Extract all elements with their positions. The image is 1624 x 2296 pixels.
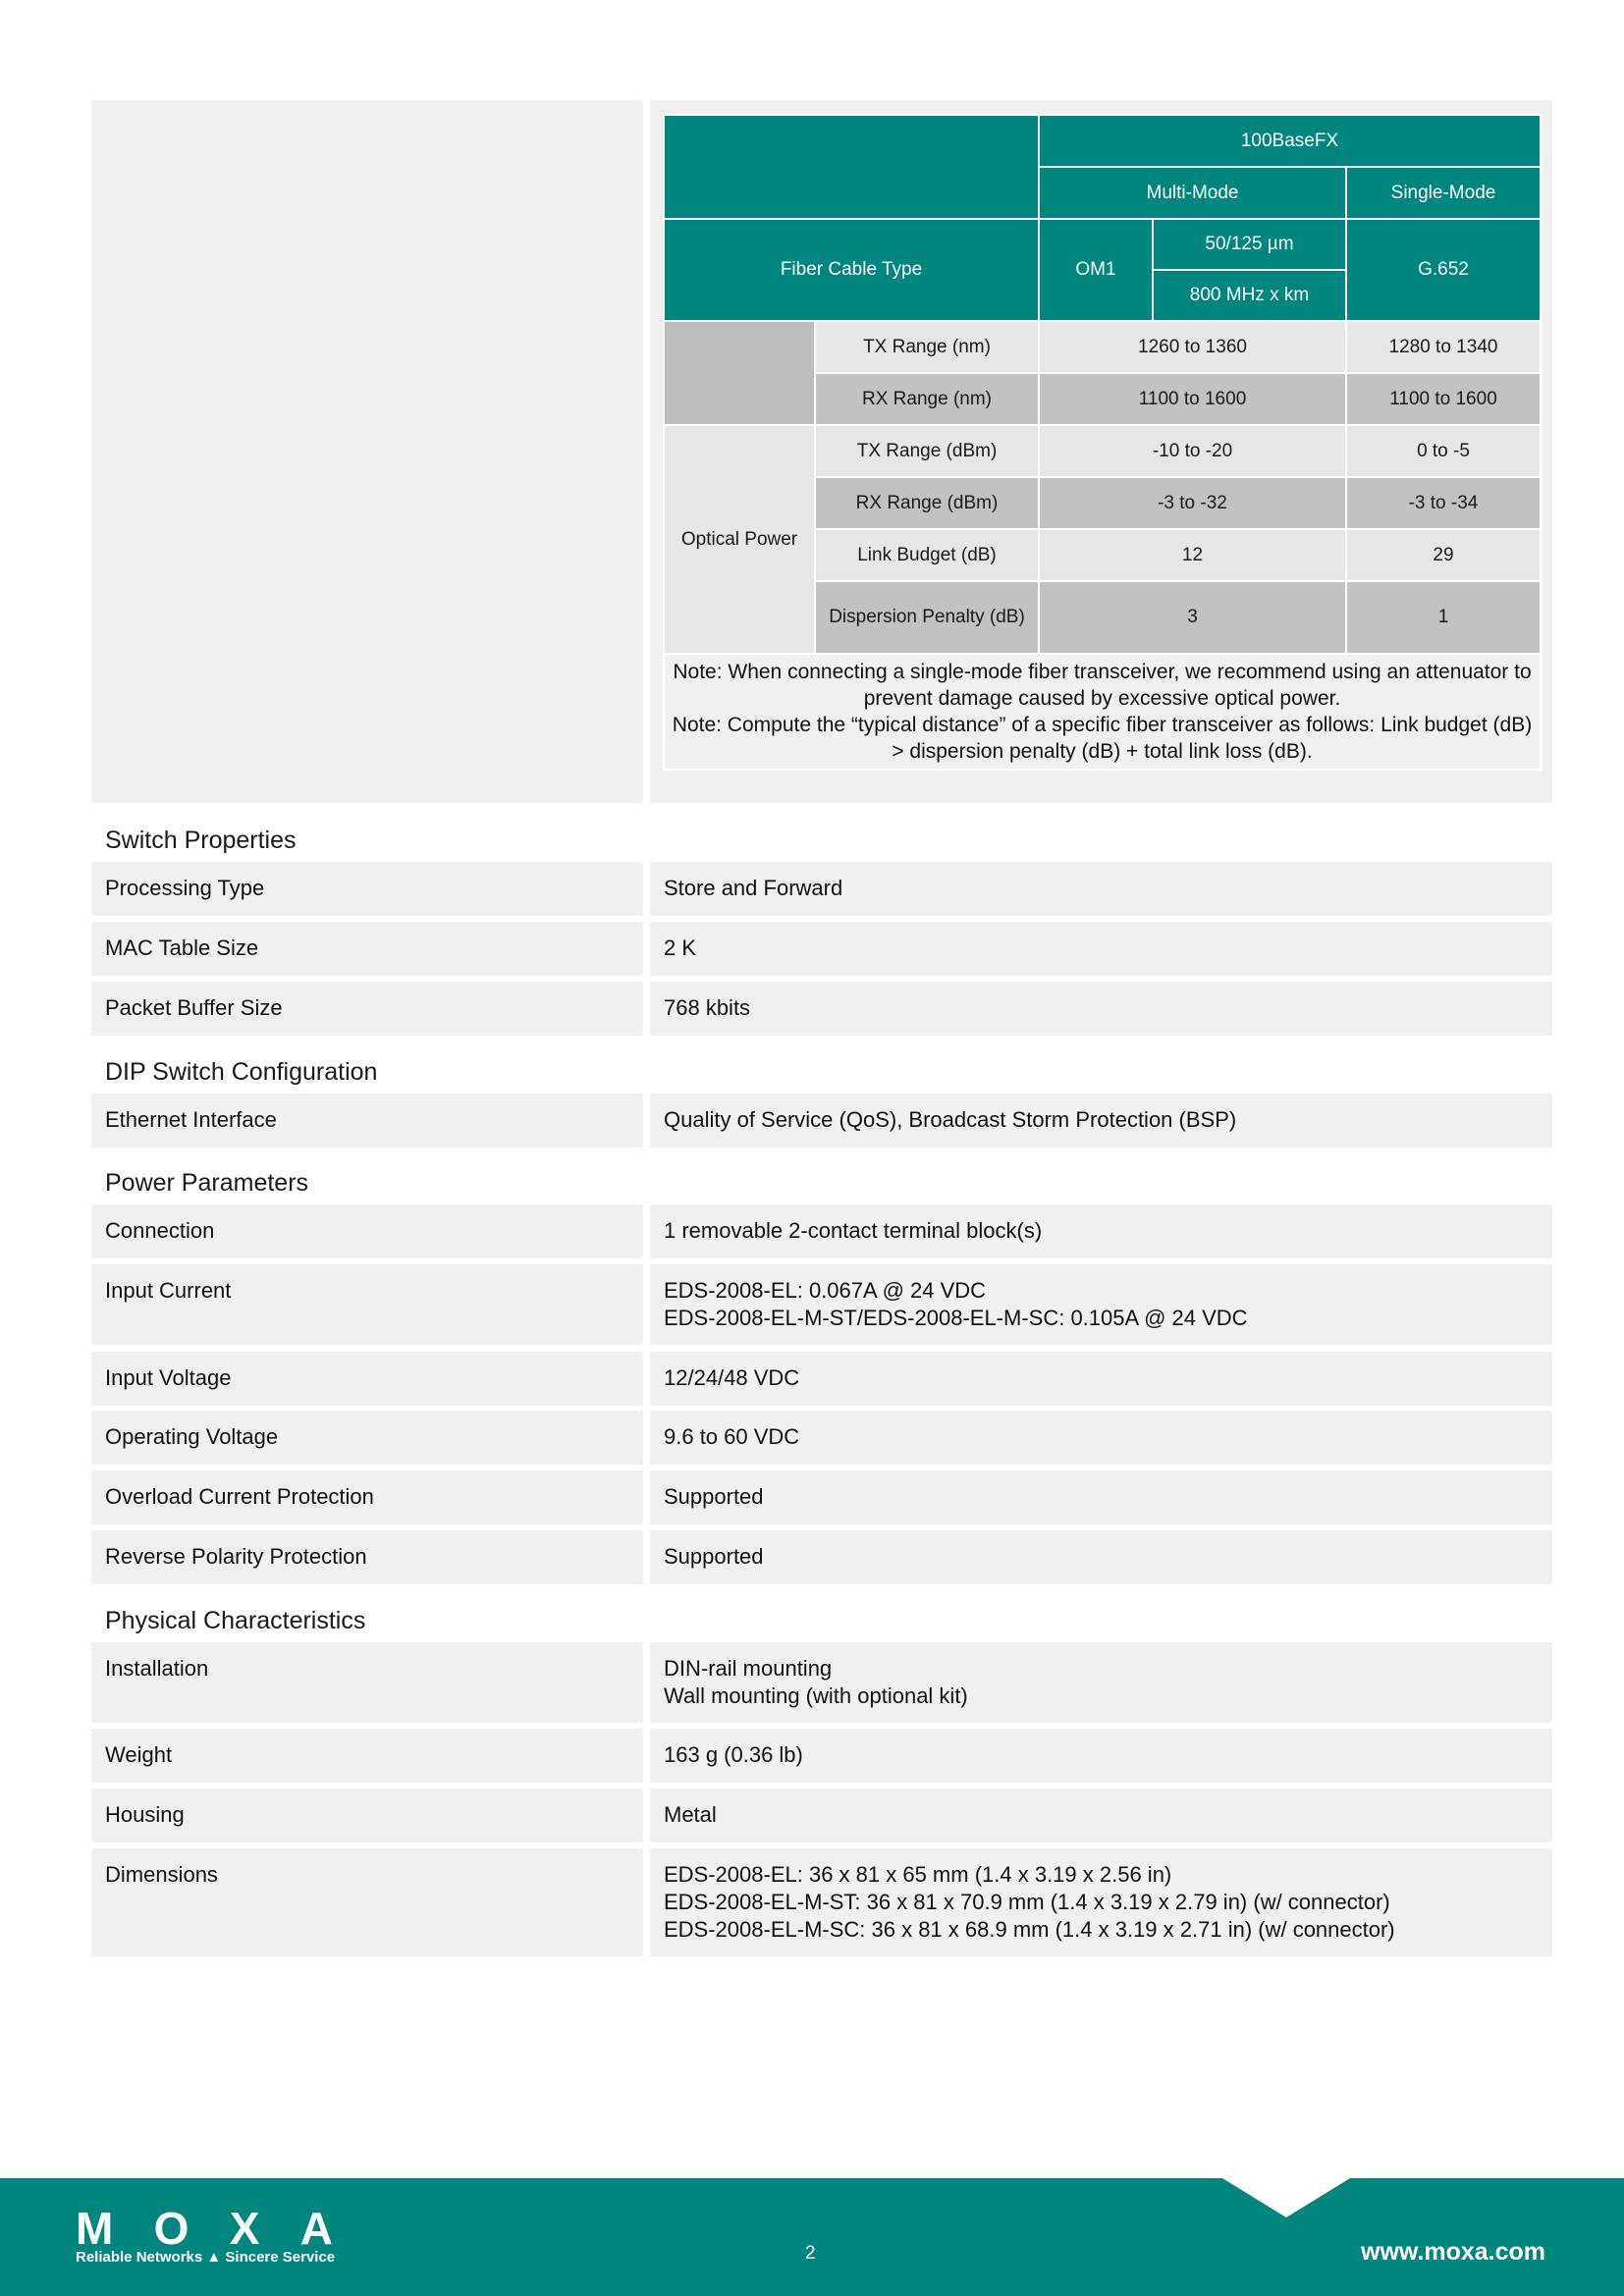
spec-value: 2 K (664, 935, 697, 960)
spec-value: Metal (664, 1802, 717, 1827)
header-100basefx: 100BaseFX (1039, 115, 1541, 167)
spec-value-cell (650, 1729, 1552, 1783)
spec-label: Ethernet Interface (105, 1107, 277, 1132)
spec-value-cell (650, 1470, 1552, 1524)
spec-row (91, 922, 1552, 976)
header-single-mode: Single-Mode (1346, 167, 1541, 219)
row-label: Link Budget (dB) (815, 529, 1039, 581)
section-title-physical: Physical Characteristics (105, 1607, 366, 1634)
spec-value-cell (650, 1848, 1552, 1956)
row-single-value: 1 (1346, 581, 1541, 654)
spec-label-cell (91, 1204, 643, 1258)
om1-cell: OM1 (1039, 219, 1153, 321)
g652-cell: G.652 (1346, 219, 1541, 321)
optical-power-label: Optical Power (664, 425, 815, 654)
spec-label-cell (91, 862, 643, 916)
footer-tagline: Reliable Networks ▲ Sincere Service (76, 2249, 336, 2266)
spec-label-cell (91, 1411, 643, 1465)
spec-label-cell (91, 1264, 643, 1345)
row-multi-value: 1100 to 1600 (1039, 373, 1346, 425)
spec-value: EDS-2008-EL: 36 x 81 x 65 mm (1.4 x 3.19 x 2.56 in) EDS-2008-EL-M-ST: 36 x 81 x 70.9 mm (1.4 x 3.19 x 2.79 in) (w/ connector) EDS-2008-EL-M-SC: 36 x 81 x 68.9 mm (1.4 x 3.19 x 2.71 in) (w/ connector) (664, 1862, 1395, 1942)
spec-value: 1 removable 2-contact terminal block(s) (664, 1218, 1043, 1243)
row-multi-value: -10 to -20 (1039, 425, 1346, 477)
spec-value: DIN-rail mounting Wall mounting (with optional kit) (664, 1656, 968, 1708)
spec-label: Dimensions (105, 1862, 218, 1887)
spec-value: EDS-2008-EL: 0.067A @ 24 VDC EDS-2008-EL-M-ST/EDS-2008-EL-M-SC: 0.105A @ 24 VDC (664, 1278, 1248, 1330)
row-label: RX Range (nm) (815, 373, 1039, 425)
fiber-spec-table (663, 114, 1542, 771)
spec-value-cell (650, 1094, 1552, 1148)
spec-value: Supported (664, 1484, 764, 1509)
spec-row (91, 862, 1552, 916)
spec-value-cell (650, 1204, 1552, 1258)
spec-value: 9.6 to 60 VDC (664, 1424, 800, 1449)
spec-row (91, 1848, 1552, 1956)
spec-label: Overload Current Protection (105, 1484, 374, 1509)
spec-row (91, 1530, 1552, 1584)
spec-label: Input Current (105, 1278, 232, 1303)
page-number: 2 (805, 2243, 816, 2264)
spec-label-cell (91, 1352, 643, 1406)
spec-value-cell (650, 1352, 1552, 1406)
row-single-value: 0 to -5 (1346, 425, 1541, 477)
spec-label: Operating Voltage (105, 1424, 279, 1449)
spec-value-cell (650, 1530, 1552, 1584)
row-label: TX Range (nm) (815, 321, 1039, 373)
spec-value-cell (650, 982, 1552, 1036)
table-corner (664, 115, 1039, 219)
section-title-dip: DIP Switch Configuration (105, 1058, 378, 1086)
spec-label: Packet Buffer Size (105, 995, 283, 1020)
spec-value-cell (650, 1411, 1552, 1465)
spec-row (91, 1642, 1552, 1723)
spec-label-cell (91, 1642, 643, 1723)
spec-value: 768 kbits (664, 995, 751, 1020)
spec-label: MAC Table Size (105, 935, 259, 960)
core-size-cell: 50/125 µm (1153, 219, 1346, 270)
note-attenuator: Note: When connecting a single-mode fiber transceiver, we recommend using an attenuator to prevent damage caused by excessive optical power. (673, 661, 1532, 710)
spec-label-cell (91, 1789, 643, 1842)
row-label: RX Range (dBm) (815, 477, 1039, 529)
header-multi-mode: Multi-Mode (1039, 167, 1346, 219)
spec-label-cell (91, 982, 643, 1036)
spec-row (91, 1470, 1552, 1524)
spec-value: 163 g (0.36 lb) (664, 1742, 803, 1767)
website-link[interactable]: www.moxa.com (1361, 2238, 1546, 2266)
spec-label-cell (91, 1470, 643, 1524)
spec-row (91, 982, 1552, 1036)
spec-value-cell (650, 922, 1552, 976)
spec-row (91, 1729, 1552, 1783)
row-single-value: 29 (1346, 529, 1541, 581)
row-multi-value: 12 (1039, 529, 1346, 581)
row-multi-value: 1260 to 1360 (1039, 321, 1346, 373)
spec-value-cell (650, 1789, 1552, 1842)
section-title-power: Power Parameters (105, 1169, 309, 1197)
fiber-cable-type-label: Fiber Cable Type (664, 219, 1039, 321)
spec-value-cell (650, 862, 1552, 916)
spec-value: Store and Forward (664, 876, 843, 900)
row-multi-value: -3 to -32 (1039, 477, 1346, 529)
spec-label: Connection (105, 1218, 215, 1243)
spec-row (91, 1264, 1552, 1345)
spec-label: Reverse Polarity Protection (105, 1544, 367, 1569)
spec-label-cell (91, 1848, 643, 1956)
spec-row (91, 1789, 1552, 1842)
section-title-switch: Switch Properties (105, 827, 297, 854)
bandwidth-cell: 800 MHz x km (1153, 270, 1346, 321)
row-multi-value: 3 (1039, 581, 1346, 654)
spec-label-cell (91, 1729, 643, 1783)
spec-label: Input Voltage (105, 1365, 232, 1390)
spec-value: 12/24/48 VDC (664, 1365, 800, 1390)
spec-label-cell (91, 1094, 643, 1148)
spec-row (91, 1094, 1552, 1148)
spec-row (91, 1411, 1552, 1465)
spec-value: Quality of Service (QoS), Broadcast Storm Protection (BSP) (664, 1107, 1237, 1132)
spec-label: Weight (105, 1742, 173, 1767)
spec-label: Processing Type (105, 876, 265, 900)
row-single-value: 1280 to 1340 (1346, 321, 1541, 373)
left-blank-panel (91, 100, 643, 803)
footer-notch (1222, 2178, 1350, 2217)
svg-text:MOXA: MOXA (76, 2207, 339, 2254)
table-notes (664, 654, 1541, 770)
row-single-value: -3 to -34 (1346, 477, 1541, 529)
row-label: TX Range (dBm) (815, 425, 1039, 477)
spec-row (91, 1204, 1552, 1258)
spec-label: Installation (105, 1656, 209, 1681)
spec-value-cell (650, 1642, 1552, 1723)
row-single-value: 1100 to 1600 (1346, 373, 1541, 425)
spec-value-cell (650, 1264, 1552, 1345)
row-label: Dispersion Penalty (dB) (815, 581, 1039, 654)
spec-value: Supported (664, 1544, 764, 1569)
wavelength-group-cell (664, 321, 815, 425)
spec-label-cell (91, 922, 643, 976)
spec-label-cell (91, 1530, 643, 1584)
spec-label: Housing (105, 1802, 185, 1827)
spec-row (91, 1352, 1552, 1406)
note-typical-distance: Note: Compute the “typical distance” of a specific fiber transceiver as follows: Link budget (dB) > dispersion penalty (dB) + total link loss (dB). (672, 714, 1533, 763)
